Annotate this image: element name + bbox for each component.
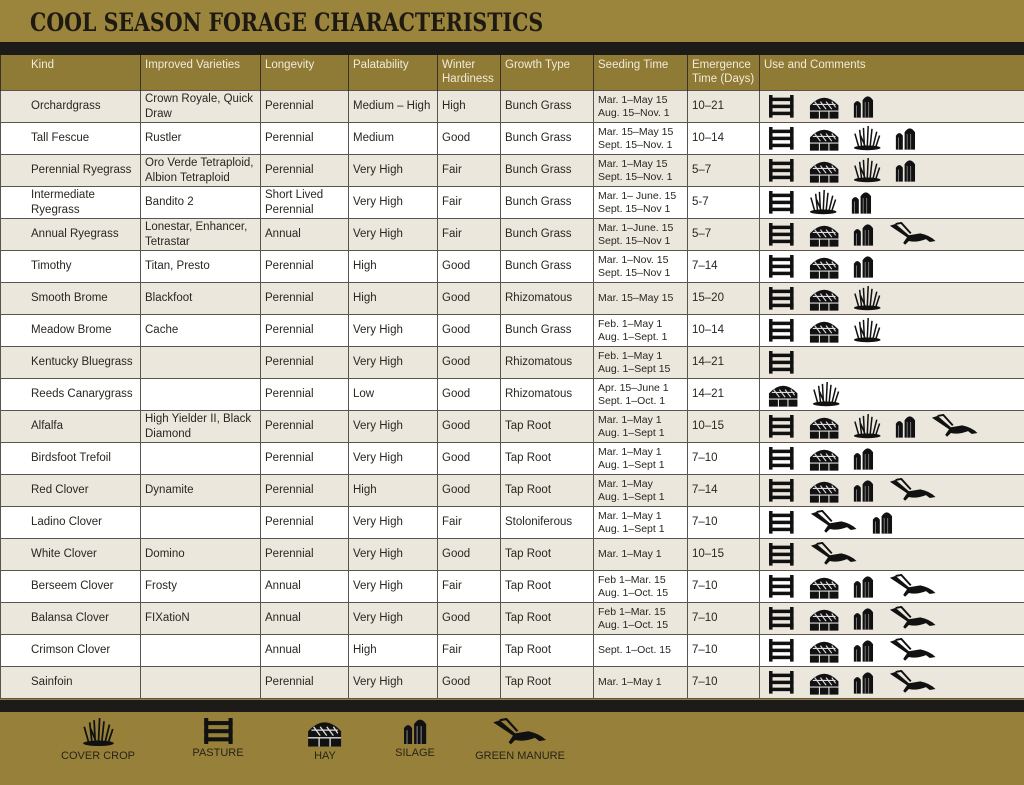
pasture-icon — [768, 319, 795, 342]
cell-varieties: Dynamite — [141, 475, 261, 507]
silage-icon — [853, 447, 874, 470]
silage-icon — [853, 607, 874, 630]
cell-varieties — [141, 379, 261, 411]
cell-seeding: Mar. 1– June. 15 Sept. 15–Nov 1 — [594, 187, 688, 219]
cell-seeding: Mar. 1–May Aug. 1–Sept 1 — [594, 475, 688, 507]
pasture-icon — [203, 718, 234, 744]
cell-growth: Tap Root — [501, 571, 594, 603]
table-row — [1, 571, 1024, 603]
cell-growth: Tap Root — [501, 475, 594, 507]
hay-icon — [809, 254, 839, 279]
cell-seeding: Sept. 1–Oct. 15 — [594, 635, 688, 667]
cell-longevity: Perennial — [261, 667, 349, 699]
table-row — [1, 443, 1024, 475]
table-row — [1, 155, 1024, 187]
cell-uses — [760, 539, 1024, 571]
pasture-icon — [768, 415, 795, 438]
cell-kind: Annual Ryegrass — [1, 219, 141, 251]
header-growth: Growth Type — [501, 55, 594, 91]
cell-uses — [760, 219, 1024, 251]
cell-seeding: Mar. 1–May 1 — [594, 667, 688, 699]
cell-seeding: Apr. 15–June 1 Sept. 1–Oct. 1 — [594, 379, 688, 411]
cover-crop-icon — [853, 414, 882, 439]
cell-varieties: High Yielder II, Black Diamond — [141, 411, 261, 443]
hay-icon — [809, 286, 839, 311]
cell-varieties — [141, 443, 261, 475]
cell-longevity: Annual — [261, 571, 349, 603]
cell-seeding: Feb. 1–May 1 Aug. 1–Sept. 1 — [594, 315, 688, 347]
silage-icon — [853, 255, 874, 278]
cell-palatability: Medium – High — [349, 91, 438, 123]
cell-growth: Tap Root — [501, 443, 594, 475]
pasture-icon — [768, 127, 795, 150]
cell-kind: Red Clover — [1, 475, 141, 507]
hay-icon — [809, 446, 839, 471]
cell-hardiness: Fair — [438, 155, 501, 187]
pasture-icon — [768, 159, 795, 182]
hay-icon — [809, 574, 839, 599]
cell-kind: Intermediate Ryegrass — [1, 187, 141, 219]
cell-growth: Bunch Grass — [501, 219, 594, 251]
cell-kind: Timothy — [1, 251, 141, 283]
header-kind: Kind — [1, 55, 141, 91]
cell-uses — [760, 155, 1024, 187]
cell-kind: Smooth Brome — [1, 283, 141, 315]
legend-item-hay — [285, 718, 365, 762]
cell-uses — [760, 667, 1024, 699]
cell-varieties: Cache — [141, 315, 261, 347]
cell-longevity: Perennial — [261, 251, 349, 283]
pasture-icon — [768, 575, 795, 598]
cell-growth: Bunch Grass — [501, 315, 594, 347]
hay-icon — [809, 158, 839, 183]
legend-label: COVER CROP — [61, 749, 135, 762]
cell-longevity: Perennial — [261, 539, 349, 571]
cell-growth: Rhizomatous — [501, 347, 594, 379]
cell-emergence: 7–10 — [688, 443, 760, 475]
top-divider — [0, 42, 1024, 55]
cell-emergence: 7–10 — [688, 507, 760, 539]
title-banner — [0, 0, 1024, 42]
legend-label: HAY — [314, 749, 336, 762]
silage-icon — [853, 479, 874, 502]
cell-growth: Bunch Grass — [501, 251, 594, 283]
table-row — [1, 507, 1024, 539]
cell-palatability: Very High — [349, 571, 438, 603]
cell-seeding: Mar. 1–Nov. 15 Sept. 15–Nov 1 — [594, 251, 688, 283]
cell-varieties: Rustler — [141, 123, 261, 155]
hay-icon — [809, 670, 839, 695]
silage-icon — [895, 159, 916, 182]
silage-icon — [853, 575, 874, 598]
cell-varieties: Lonestar, Enhancer, Tetrastar — [141, 219, 261, 251]
cell-emergence: 15–20 — [688, 283, 760, 315]
green-manure-icon — [888, 222, 937, 247]
hay-icon — [809, 478, 839, 503]
cell-emergence: 14–21 — [688, 379, 760, 411]
cell-seeding: Mar. 15–May 15 Sept. 15–Nov. 1 — [594, 123, 688, 155]
cell-varieties: Blackfoot — [141, 283, 261, 315]
hay-icon — [809, 94, 839, 119]
cell-hardiness: Fair — [438, 507, 501, 539]
cell-longevity: Perennial — [261, 155, 349, 187]
cell-hardiness: Fair — [438, 187, 501, 219]
cell-varieties: Crown Royale, Quick Draw — [141, 91, 261, 123]
table-row — [1, 603, 1024, 635]
legend-item-silage — [375, 718, 455, 759]
cell-hardiness: High — [438, 91, 501, 123]
pasture-icon — [768, 543, 795, 566]
cell-growth: Bunch Grass — [501, 91, 594, 123]
cover-crop-icon — [853, 158, 882, 183]
silage-icon — [853, 671, 874, 694]
cell-longevity: Annual — [261, 219, 349, 251]
silage-icon — [851, 191, 872, 214]
cell-uses — [760, 379, 1024, 411]
cell-uses — [760, 571, 1024, 603]
legend-label: GREEN MANURE — [475, 749, 565, 762]
green-manure-icon — [888, 638, 937, 663]
cell-hardiness: Good — [438, 123, 501, 155]
icon-legend — [0, 712, 1024, 785]
cell-kind: Crimson Clover — [1, 635, 141, 667]
legend-item-cover-crop — [58, 718, 138, 762]
legend-item-green-manure — [465, 718, 575, 762]
cell-longevity: Perennial — [261, 443, 349, 475]
cell-hardiness: Good — [438, 603, 501, 635]
cell-seeding: Mar. 15–May 15 — [594, 283, 688, 315]
cell-uses — [760, 635, 1024, 667]
header-varieties: Improved Varieties — [141, 55, 261, 91]
cell-growth: Tap Root — [501, 411, 594, 443]
hay-icon — [809, 638, 839, 663]
cell-kind: Perennial Ryegrass — [1, 155, 141, 187]
cell-hardiness: Good — [438, 251, 501, 283]
silage-icon — [853, 95, 874, 118]
cell-seeding: Mar. 1–May 15 Sept. 15–Nov. 1 — [594, 155, 688, 187]
pasture-icon — [768, 479, 795, 502]
cover-crop-icon — [853, 286, 882, 311]
cell-kind: Orchardgrass — [1, 91, 141, 123]
cell-seeding: Mar. 1–May 1 — [594, 539, 688, 571]
green-manure-icon — [888, 574, 937, 599]
cell-palatability: Very High — [349, 443, 438, 475]
cell-kind: Reeds Canarygrass — [1, 379, 141, 411]
cell-growth: Tap Root — [501, 603, 594, 635]
pasture-icon — [768, 607, 795, 630]
green-manure-icon — [888, 478, 937, 503]
cell-emergence: 10–15 — [688, 539, 760, 571]
green-manure-icon — [888, 670, 937, 695]
cell-hardiness: Good — [438, 347, 501, 379]
table-row — [1, 219, 1024, 251]
cell-varieties: FIXatioN — [141, 603, 261, 635]
cell-uses — [760, 475, 1024, 507]
cell-uses — [760, 603, 1024, 635]
pasture-icon — [768, 511, 795, 534]
cell-emergence: 7–10 — [688, 603, 760, 635]
cell-palatability: Very High — [349, 155, 438, 187]
cell-palatability: High — [349, 635, 438, 667]
cell-growth: Tap Root — [501, 635, 594, 667]
cell-uses — [760, 187, 1024, 219]
cell-hardiness: Fair — [438, 571, 501, 603]
cell-emergence: 7–10 — [688, 667, 760, 699]
cell-hardiness: Good — [438, 443, 501, 475]
cell-seeding: Feb 1–Mar. 15 Aug. 1–Oct. 15 — [594, 603, 688, 635]
pasture-icon — [768, 671, 795, 694]
cell-varieties: Oro Verde Tetraploid, Albion Tetraploid — [141, 155, 261, 187]
table-row — [1, 539, 1024, 571]
cell-varieties: Domino — [141, 539, 261, 571]
cell-emergence: 5–7 — [688, 155, 760, 187]
table-body — [1, 91, 1024, 699]
cell-palatability: Very High — [349, 411, 438, 443]
cell-palatability: Very High — [349, 347, 438, 379]
legend-label: PASTURE — [192, 747, 244, 760]
cell-palatability: Very High — [349, 219, 438, 251]
cell-varieties — [141, 667, 261, 699]
cell-growth: Tap Root — [501, 667, 594, 699]
cell-uses — [760, 283, 1024, 315]
cell-varieties: Bandito 2 — [141, 187, 261, 219]
pasture-icon — [768, 255, 795, 278]
cell-kind: Meadow Brome — [1, 315, 141, 347]
cell-seeding: Mar. 1–May 1 Aug. 1–Sept 1 — [594, 507, 688, 539]
cell-varieties: Frosty — [141, 571, 261, 603]
table-row — [1, 315, 1024, 347]
cell-growth: Bunch Grass — [501, 187, 594, 219]
pasture-icon — [768, 287, 795, 310]
header-emergence: Emergence Time (Days) — [688, 55, 760, 91]
cell-uses — [760, 507, 1024, 539]
cell-emergence: 5–7 — [688, 219, 760, 251]
green-manure-icon — [809, 542, 858, 567]
cell-palatability: High — [349, 283, 438, 315]
pasture-icon — [768, 639, 795, 662]
cell-palatability: Very High — [349, 315, 438, 347]
cell-palatability: Very High — [349, 187, 438, 219]
table-row — [1, 251, 1024, 283]
cell-varieties: Titan, Presto — [141, 251, 261, 283]
cell-varieties — [141, 347, 261, 379]
cell-longevity: Perennial — [261, 123, 349, 155]
cell-emergence: 7–14 — [688, 251, 760, 283]
hay-icon — [809, 126, 839, 151]
cell-growth: Bunch Grass — [501, 123, 594, 155]
table-row — [1, 283, 1024, 315]
pasture-icon — [768, 351, 795, 374]
cell-kind: Alfalfa — [1, 411, 141, 443]
cell-kind: Berseem Clover — [1, 571, 141, 603]
cell-palatability: Very High — [349, 603, 438, 635]
cell-uses — [760, 443, 1024, 475]
hay-icon — [809, 222, 839, 247]
hay-icon — [809, 318, 839, 343]
cell-emergence: 10–14 — [688, 315, 760, 347]
cell-uses — [760, 315, 1024, 347]
cell-longevity: Short Lived Perennial — [261, 187, 349, 219]
cell-hardiness: Good — [438, 475, 501, 507]
cell-palatability: High — [349, 251, 438, 283]
cover-crop-icon — [812, 382, 841, 407]
cell-varieties — [141, 507, 261, 539]
cell-hardiness: Good — [438, 667, 501, 699]
legend-item-pasture — [178, 718, 258, 759]
header-hardiness: Winter Hardiness — [438, 55, 501, 91]
cell-emergence: 14–21 — [688, 347, 760, 379]
cover-crop-icon — [853, 318, 882, 343]
green-manure-icon — [888, 606, 937, 631]
cell-hardiness: Good — [438, 539, 501, 571]
cell-hardiness: Good — [438, 283, 501, 315]
cell-longevity: Perennial — [261, 475, 349, 507]
cell-kind: Kentucky Bluegrass — [1, 347, 141, 379]
silage-icon — [403, 718, 427, 744]
cell-emergence: 10–21 — [688, 91, 760, 123]
cell-longevity: Perennial — [261, 411, 349, 443]
cell-seeding: Mar. 1–May 1 Aug. 1–Sept 1 — [594, 411, 688, 443]
cell-longevity: Perennial — [261, 347, 349, 379]
header-uses: Use and Comments — [760, 55, 1024, 91]
cell-kind: Birdsfoot Trefoil — [1, 443, 141, 475]
cell-uses — [760, 91, 1024, 123]
cell-emergence: 7–10 — [688, 635, 760, 667]
cell-growth: Stoloniferous — [501, 507, 594, 539]
cover-crop-icon — [809, 190, 838, 215]
hay-icon — [809, 414, 839, 439]
pasture-icon — [768, 95, 795, 118]
cell-seeding: Mar. 1–May 15 Aug. 15–Nov. 1 — [594, 91, 688, 123]
table-row — [1, 91, 1024, 123]
cell-seeding: Mar. 1–May 1 Aug. 1–Sept 1 — [594, 443, 688, 475]
cell-palatability: Medium — [349, 123, 438, 155]
cell-longevity: Perennial — [261, 91, 349, 123]
silage-icon — [895, 415, 916, 438]
table-row — [1, 123, 1024, 155]
table-row — [1, 667, 1024, 699]
cell-longevity: Perennial — [261, 379, 349, 411]
cell-uses — [760, 411, 1024, 443]
silage-icon — [895, 127, 916, 150]
table-header — [1, 55, 1024, 91]
cell-kind: Ladino Clover — [1, 507, 141, 539]
cell-growth: Rhizomatous — [501, 379, 594, 411]
pasture-icon — [768, 223, 795, 246]
cell-hardiness: Good — [438, 379, 501, 411]
cell-kind: Tall Fescue — [1, 123, 141, 155]
cell-uses — [760, 123, 1024, 155]
legend-label: SILAGE — [395, 747, 435, 760]
cell-hardiness: Fair — [438, 635, 501, 667]
cell-varieties — [141, 635, 261, 667]
cell-hardiness: Good — [438, 315, 501, 347]
green-manure-icon — [809, 510, 858, 535]
pasture-icon — [768, 447, 795, 470]
cell-uses — [760, 251, 1024, 283]
cell-longevity: Perennial — [261, 283, 349, 315]
bottom-divider — [0, 700, 1024, 712]
silage-icon — [853, 639, 874, 662]
header-longevity: Longevity — [261, 55, 349, 91]
cell-emergence: 7–14 — [688, 475, 760, 507]
table-row — [1, 475, 1024, 507]
cell-palatability: High — [349, 475, 438, 507]
green-manure-icon — [491, 718, 548, 747]
cell-palatability: Very High — [349, 539, 438, 571]
cell-growth: Tap Root — [501, 539, 594, 571]
cell-uses — [760, 347, 1024, 379]
cell-hardiness: Fair — [438, 219, 501, 251]
header-seeding: Seeding Time — [594, 55, 688, 91]
cover-crop-icon — [82, 718, 115, 747]
pasture-icon — [768, 191, 795, 214]
cell-longevity: Perennial — [261, 315, 349, 347]
table-row — [1, 347, 1024, 379]
cell-kind: Sainfoin — [1, 667, 141, 699]
cell-kind: Balansa Clover — [1, 603, 141, 635]
cell-longevity: Annual — [261, 635, 349, 667]
cell-growth: Bunch Grass — [501, 155, 594, 187]
cell-hardiness: Good — [438, 411, 501, 443]
cell-seeding: Feb 1–Mar. 15 Aug. 1–Oct. 15 — [594, 571, 688, 603]
cell-longevity: Annual — [261, 603, 349, 635]
hay-icon — [768, 382, 798, 407]
cell-longevity: Perennial — [261, 507, 349, 539]
hay-icon — [307, 718, 342, 747]
cell-seeding: Feb. 1–May 1 Aug. 1–Sept 15 — [594, 347, 688, 379]
cell-emergence: 5-7 — [688, 187, 760, 219]
table-row — [1, 411, 1024, 443]
header-palatability: Palatability — [349, 55, 438, 91]
table-row — [1, 635, 1024, 667]
table-row — [1, 379, 1024, 411]
forage-table — [0, 55, 1024, 699]
cell-palatability: Low — [349, 379, 438, 411]
cell-seeding: Mar. 1–June. 15 Sept. 15–Nov 1 — [594, 219, 688, 251]
cell-palatability: Very High — [349, 667, 438, 699]
cell-emergence: 10–15 — [688, 411, 760, 443]
cell-kind: White Clover — [1, 539, 141, 571]
silage-icon — [853, 223, 874, 246]
table-row — [1, 187, 1024, 219]
green-manure-icon — [930, 414, 979, 439]
hay-icon — [809, 606, 839, 631]
cell-emergence: 7–10 — [688, 571, 760, 603]
cell-growth: Rhizomatous — [501, 283, 594, 315]
cell-palatability: Very High — [349, 507, 438, 539]
cover-crop-icon — [853, 126, 882, 151]
silage-icon — [872, 511, 893, 534]
cell-emergence: 10–14 — [688, 123, 760, 155]
page-title: COOL SEASON FORAGE CHARACTERISTICS — [30, 8, 544, 37]
